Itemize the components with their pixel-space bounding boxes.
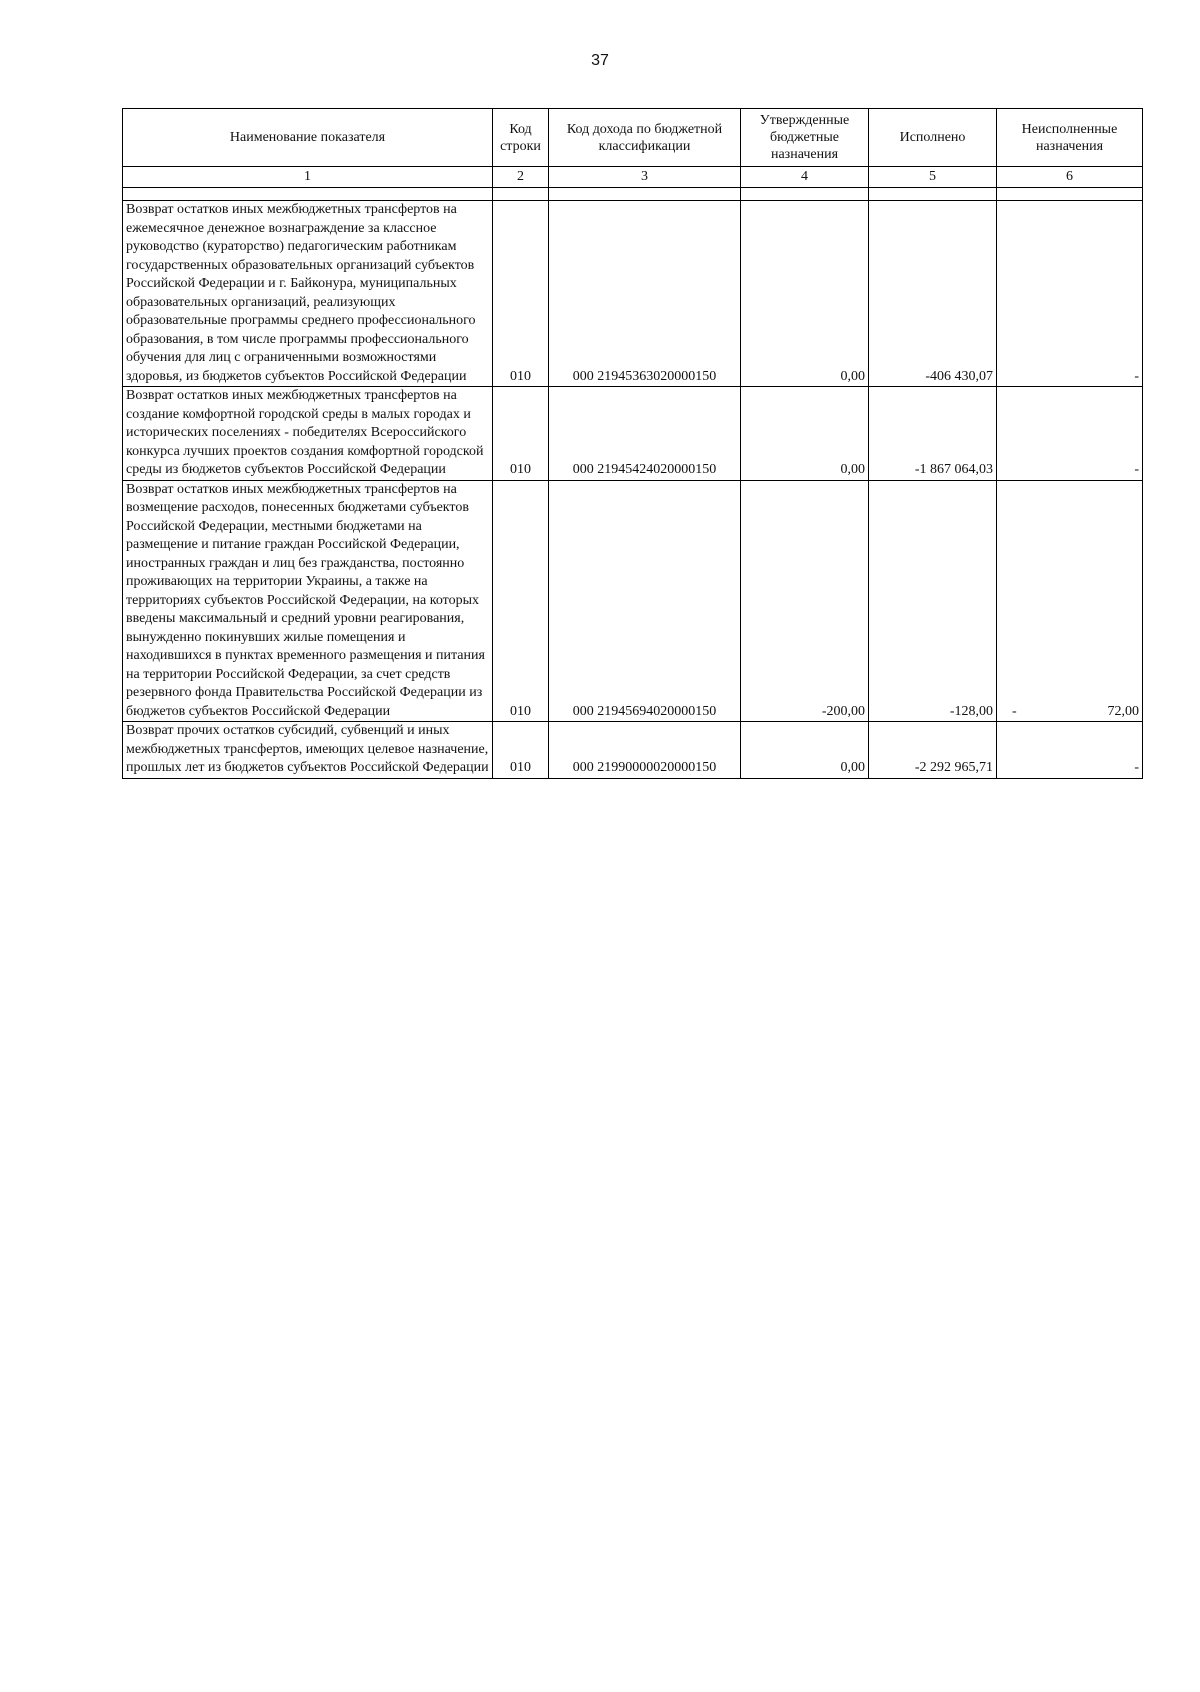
row-code: 010 — [493, 722, 549, 779]
unexecuted-cell — [997, 387, 1143, 481]
executed-amount: -128,00 — [869, 480, 997, 722]
row-code: 010 — [493, 387, 549, 481]
unexecuted-cell — [997, 480, 1143, 722]
column-number: 4 — [741, 167, 869, 188]
indicator-name: Возврат прочих остатков субсидий, субвенций и иных межбюджетных трансфертов, имеющих целевое назначение, прошлых лет из бюджетов субъектов Российской Федерации — [123, 722, 493, 779]
table-row — [123, 480, 1143, 722]
spacer-row — [123, 188, 1143, 201]
unexecuted-cell — [997, 722, 1143, 779]
approved-amount: -200,00 — [741, 480, 869, 722]
header-name: Наименование показателя — [123, 109, 493, 167]
income-code: 000 21945694020000150 — [549, 480, 741, 722]
income-code: 000 21945363020000150 — [549, 201, 741, 387]
indicator-name: Возврат остатков иных межбюджетных трансфертов на создание комфортной городской среды в малых городах и исторических поселениях - победителях Всероссийского конкурса лучших проектов создания комфортной городской среды из бюджетов субъектов Российской Федерации — [123, 387, 493, 481]
executed-amount: -406 430,07 — [869, 201, 997, 387]
header-row-code: Код строки — [493, 109, 549, 167]
unexecuted-cell — [997, 201, 1143, 387]
executed-amount: -1 867 064,03 — [869, 387, 997, 481]
column-number: 5 — [869, 167, 997, 188]
unexecuted-amount: - — [1134, 368, 1139, 384]
row-code: 010 — [493, 480, 549, 722]
unexecuted-amount: 72,00 — [1107, 703, 1139, 719]
column-number-row — [123, 167, 1143, 188]
column-number: 3 — [549, 167, 741, 188]
indicator-name: Возврат остатков иных межбюджетных трансфертов на возмещение расходов, понесенных бюджетами субъектов Российской Федерации, местными бюджетами на размещение и питание граждан Российской Федерации, иностранных граждан и лиц без гражданства, постоянно проживающих на территории Украины, а также на территориях субъектов Российской Федерации, на которых введены максимальный и средний уровни реагирования, вынужденно покинувших жилые помещения и находившихся в пунктах временного размещения и питания на территории Российской Федерации, за счет средств резервного фонда Правительства Российской Федерации из бюджетов субъектов Российской Федерации — [123, 480, 493, 722]
page-number: 37 — [591, 52, 609, 69]
approved-amount: 0,00 — [741, 387, 869, 481]
table-row — [123, 201, 1143, 387]
unexecuted-dash: - — [1012, 703, 1017, 719]
income-code: 000 21990000020000150 — [549, 722, 741, 779]
income-code: 000 21945424020000150 — [549, 387, 741, 481]
header-approved: Утвержденные бюджетные назначения — [741, 109, 869, 167]
header-row — [123, 109, 1143, 167]
header-executed: Исполнено — [869, 109, 997, 167]
unexecuted-amount: - — [1134, 760, 1139, 775]
approved-amount: 0,00 — [741, 722, 869, 779]
header-unexecuted: Неисполненные назначения — [997, 109, 1143, 167]
executed-amount: -2 292 965,71 — [869, 722, 997, 779]
budget-execution-table — [122, 108, 1143, 779]
table-row — [123, 387, 1143, 481]
row-code: 010 — [493, 201, 549, 387]
indicator-name: Возврат остатков иных межбюджетных трансфертов на ежемесячное денежное вознаграждение за классное руководство (кураторство) педагогическим работникам государственных образовательных организаций субъектов Российской Федерации и г. Байконура, муниципальных образовательных организаций, реализующих образовательные программы среднего профессионального образования, в том числе программы профессионального обучения для лиц с ограниченными возможностями здоровья, из бюджетов субъектов Российской Федерации — [123, 201, 493, 387]
column-number: 2 — [493, 167, 549, 188]
table-row — [123, 722, 1143, 779]
unexecuted-amount: - — [1134, 462, 1139, 477]
column-number: 6 — [997, 167, 1143, 188]
approved-amount: 0,00 — [741, 201, 869, 387]
column-number: 1 — [123, 167, 493, 188]
header-income-code: Код дохода по бюджетной классификации — [549, 109, 741, 167]
